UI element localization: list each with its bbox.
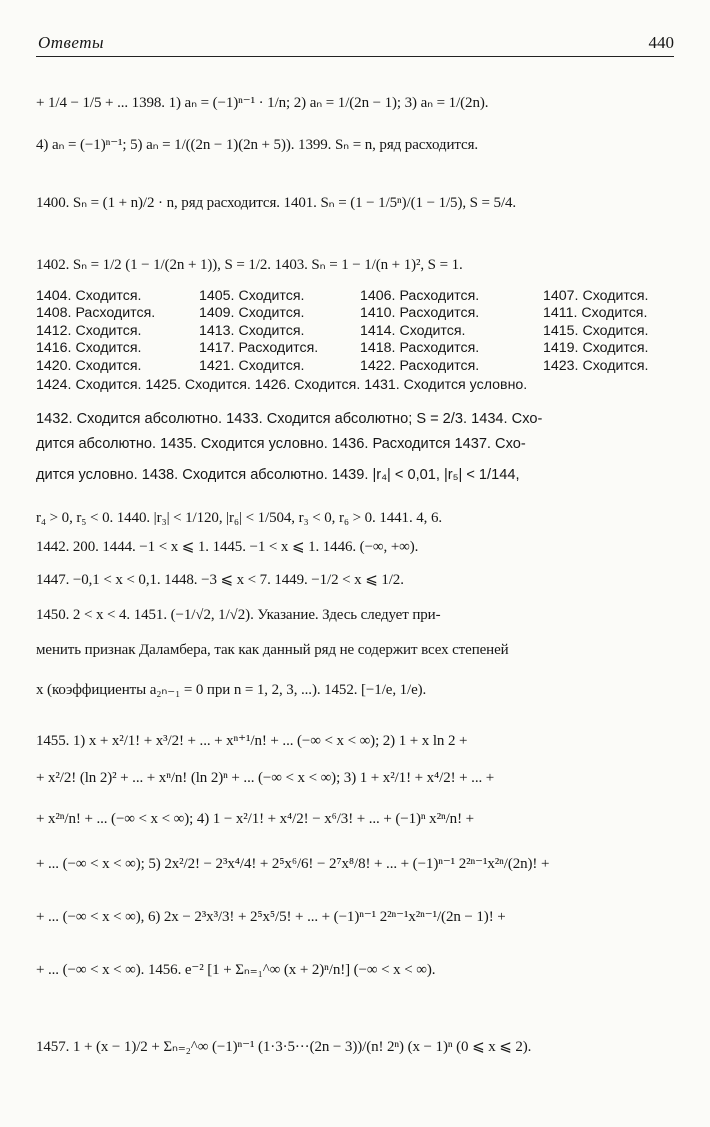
answer-line-1450-1451: 1450. 2 < x < 4. 1451. (−1/√2, 1/√2). Указание. Здесь следует при- xyxy=(36,608,441,623)
header-title: Ответы xyxy=(38,33,105,52)
answer-cell: 1417. Расходится. xyxy=(199,340,319,357)
answer-line-1398: + 1/4 − 1/5 + ... 1398. 1) aₙ = (−1)ⁿ⁻¹ · 1/n; 2) aₙ = 1/(2n − 1); 3) aₙ = 1/(2n). xyxy=(36,96,489,111)
answer-line-1452: x (коэффициенты a₂ₙ₋₁ = 0 при n = 1, 2, 3, ...). 1452. [−1/e, 1/e). xyxy=(36,683,427,698)
answer-cell: 1419. Сходится. xyxy=(543,340,649,357)
answer-line-1455-e: + ... (−∞ < x < ∞), 6) 2x − 2³x³/3! + 2⁵x⁵/5! + ... + (−1)ⁿ⁻¹ 2²ⁿ⁻¹x²ⁿ⁻¹/(2n − 1)! + xyxy=(36,910,506,925)
answer-cell: 1408. Расходится. xyxy=(36,305,156,322)
answer-cell: 1413. Сходится. xyxy=(199,322,305,339)
answer-line-1435-1437: дится абсолютно. 1435. Сходится условно. 1436. Расходится 1437. Схо- xyxy=(36,437,526,452)
answer-cell: 1410. Расходится. xyxy=(360,305,480,322)
answer-line-1442-1446: 1442. 200. 1444. −1 < x ⩽ 1. 1445. −1 < x ⩽ 1. 1446. (−∞, +∞). xyxy=(36,540,419,555)
answer-cell: 1423. Сходится. xyxy=(543,357,649,374)
answer-cell: 1407. Сходится. xyxy=(543,288,649,304)
answer-line-1399: 4) aₙ = (−1)ⁿ⁻¹; 5) aₙ = 1/((2n − 1)(2n + 5)). 1399. Sₙ = n, ряд расходится. xyxy=(36,138,479,153)
answer-cell: 1421. Сходится. xyxy=(199,357,305,374)
answer-cell: 1411. Сходится. xyxy=(543,305,648,322)
running-header xyxy=(36,30,674,57)
answer-line-1402-1403: 1402. Sₙ = 1/2 (1 − 1/(2n + 1)), S = 1/2. 1403. Sₙ = 1 − 1/(n + 1)², S = 1. xyxy=(36,258,463,273)
answer-line-1455-a: 1455. 1) x + x²/1! + x³/2! + ... + xⁿ⁺¹/n! + ... (−∞ < x < ∞); 2) 1 + x ln 2 + xyxy=(36,734,468,749)
answer-cell: 1414. Сходится. xyxy=(360,322,466,339)
answer-line-1438-1439: дится условно. 1438. Сходится абсолютно. 1439. |r₄| < 0,01, |r₅| < 1/144, xyxy=(36,468,520,483)
answer-cell: 1412. Сходится. xyxy=(36,322,142,339)
answer-line-1456: + ... (−∞ < x < ∞). 1456. e⁻² [1 + Σₙ₌₁^∞ (x + 2)ⁿ/n!] (−∞ < x < ∞). xyxy=(36,963,436,978)
answer-cell: 1416. Сходится. xyxy=(36,340,142,357)
answer-line-1447-1449: 1447. −0,1 < x < 0,1. 1448. −3 ⩽ x < 7. 1449. −1/2 < x ⩽ 1/2. xyxy=(36,573,404,588)
answer-cell: 1406. Расходится. xyxy=(360,288,480,304)
answer-cell: 1420. Сходится. xyxy=(36,357,142,374)
answer-line-1457: 1457. 1 + (x − 1)/2 + Σₙ₌₂^∞ (−1)ⁿ⁻¹ (1·3·5···(2n − 3))/(n! 2ⁿ) (x − 1)ⁿ (0 ⩽ x ⩽ 2). xyxy=(36,1040,532,1055)
answer-cell: 1422. Расходится. xyxy=(360,357,480,374)
answer-line-1432-1434: 1432. Сходится абсолютно. 1433. Сходится абсолютно; S = 2/3. 1434. Схо- xyxy=(36,412,543,427)
answer-line-hint: менить признак Даламбера, так как данный ряд не содержит всех степеней xyxy=(36,643,509,658)
answer-line-1455-d: + ... (−∞ < x < ∞); 5) 2x²/2! − 2³x⁴/4! + 2⁵x⁶/6! − 2⁷x⁸/8! + ... + (−1)ⁿ⁻¹ 2²ⁿ⁻¹x²ⁿ/(2n)! + xyxy=(36,857,550,872)
answer-line-1440-1441: r₄ > 0, r₅ < 0. 1440. |r₃| < 1/120, |r₆| < 1/504, r₃ < 0, r₆ > 0. 1441. 4, 6. xyxy=(36,511,443,526)
answer-line-1455-b: + x²/2! (ln 2)² + ... + xⁿ/n! (ln 2)ⁿ + ... (−∞ < x < ∞); 3) 1 + x²/1! + x⁴/2! + ... + xyxy=(36,771,495,786)
answer-cell: 1415. Сходится. xyxy=(543,322,649,339)
answer-cell: 1409. Сходится. xyxy=(199,305,305,322)
answer-cell: 1418. Расходится. xyxy=(360,340,480,357)
answer-cell: 1404. Сходится. xyxy=(36,288,142,304)
answer-line-1455-c: + x²ⁿ/n! + ... (−∞ < x < ∞); 4) 1 − x²/1! + x⁴/2! − x⁶/3! + ... + (−1)ⁿ x²ⁿ/n! + xyxy=(36,812,474,827)
answer-line-1400-1401: 1400. Sₙ = (1 + n)/2 · n, ряд расходится. 1401. Sₙ = (1 − 1/5ⁿ)/(1 − 1/5), S = 5/4. xyxy=(36,196,517,211)
answer-cell: 1405. Сходится. xyxy=(199,288,305,304)
answers-grid xyxy=(36,288,674,375)
page-number: 440 xyxy=(648,33,674,52)
answer-line-1424-1431: 1424. Сходится. 1425. Сходится. 1426. Сходится. 1431. Сходится условно. xyxy=(36,378,528,393)
